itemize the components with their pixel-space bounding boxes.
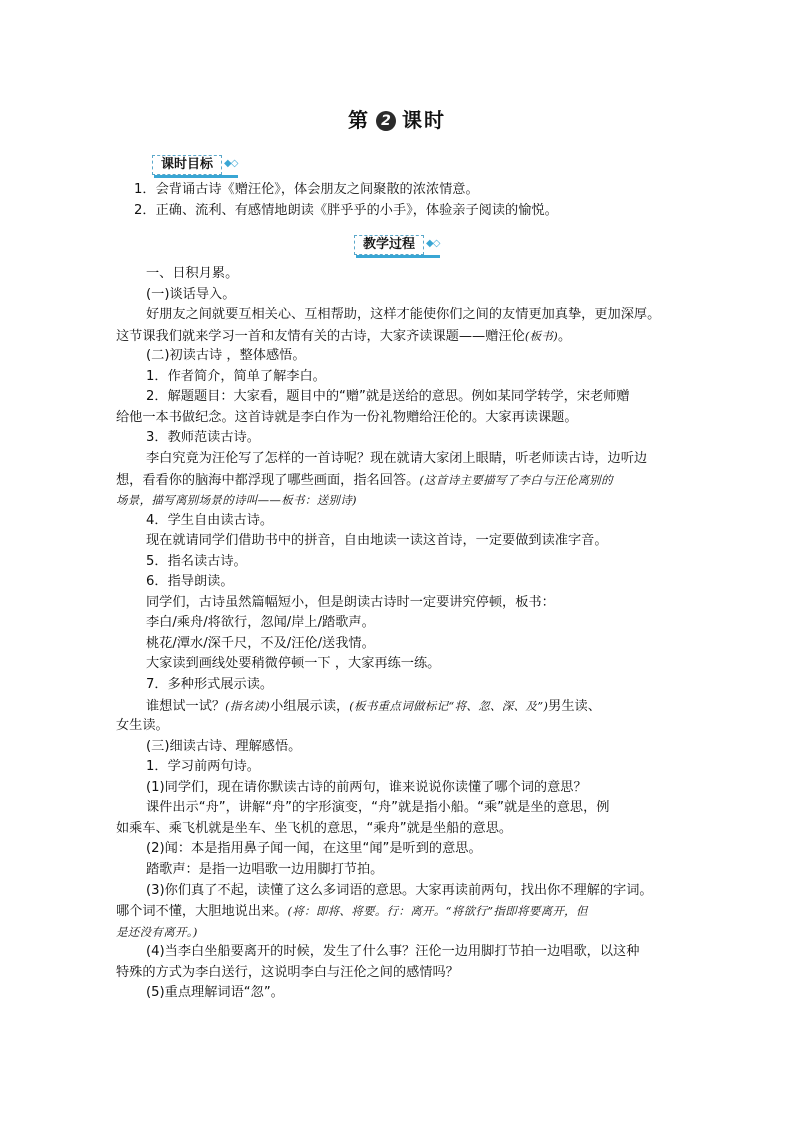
body-line (146, 737, 708, 757)
line-text: 桃花/潭水/深千尺，不及/汪伦/送我情。 (146, 635, 375, 651)
section-tag-label: 课时目标 (152, 155, 222, 175)
lesson-number-badge: 2 (376, 111, 396, 131)
line-text: 想，看看你的脑海中都浮现了哪些画面，指名回答。 (116, 472, 420, 488)
body-line (146, 531, 708, 551)
line-text: 一、日积月累。 (146, 266, 239, 281)
line-text: 女生读。 (116, 718, 169, 734)
body-line (146, 449, 708, 469)
body-line (146, 285, 708, 305)
line-text: 6．指导朗读。 (146, 574, 234, 590)
body-line (146, 983, 708, 1003)
body-line (146, 757, 708, 777)
line-text: (三)细读古诗、理解感悟。 (146, 738, 302, 754)
line-text: 现在就请同学们借助书中的拼音，自由地读一读这首诗，一定要做到读准字音。 (146, 533, 608, 549)
line-text: 李白究竟为汪伦写了怎样的一首诗呢？现在就请大家闭上眼睛，听老师读古诗，边听边 (146, 450, 648, 466)
line-text: 好朋友之间就要互相关心、互相帮助，这样才能使你们之间的友情更加真挚，更加深厚。 (146, 307, 661, 323)
body-line (116, 819, 678, 839)
line-text: 小组展示读， (270, 698, 350, 714)
inline-note: 是还没有离开。) (116, 924, 198, 939)
tag-underline (154, 175, 238, 178)
body-line (146, 552, 708, 572)
goal-item: 2．正确、流利、有感情地朗读《胖乎乎的小手》，体验亲子阅读的愉悦。 (134, 203, 558, 218)
body-line (116, 326, 678, 347)
line-text: (2)闻：本是指用鼻子闻一闻，在这里“闻”是听到的意思。 (146, 841, 482, 857)
body-line (146, 305, 708, 325)
line-text: 7．多种形式展示读。 (146, 677, 274, 692)
inline-note: (板书重点词做标记“将、忽、深、及”) (349, 698, 549, 713)
body-line (146, 860, 708, 880)
body-line (146, 654, 708, 674)
inline-note: (板书) (524, 328, 558, 343)
line-text: 男生读、 (548, 698, 601, 714)
body-line (116, 470, 678, 491)
line-text: 踏歌声：是指一边唱歌一边用脚打节拍。 (146, 861, 384, 877)
title-prefix: 第 (348, 108, 370, 132)
line-text: 3．教师范读古诗。 (146, 430, 260, 446)
section-tag-label: 教学过程 (354, 235, 424, 255)
line-text: 1．作者简介，简单了解李白。 (146, 368, 326, 384)
line-text: 1．学习前两句诗。 (146, 759, 260, 775)
body-line (116, 963, 678, 983)
tag-dots-icon: ◆◇ (426, 238, 440, 249)
line-text: 如乘车、乘飞机就是坐车、坐飞机的意思，“乘舟”就是坐船的意思。 (116, 820, 513, 836)
body-line (146, 634, 708, 654)
body-line (146, 511, 708, 531)
body-line (146, 696, 708, 717)
line-text: (一)谈话导入。 (146, 286, 236, 302)
title-suffix: 课时 (402, 108, 446, 132)
line-text: 2．解题题目：大家看，题目中的“赠”就是送给的意思。例如某同学转学，宋老师赠 (146, 389, 630, 405)
line-text: (1)同学们，现在请你默读古诗的前两句，谁来说说你读懂了哪个词的意思？ (146, 779, 587, 795)
line-text: (5)重点理解词语“忽”。 (146, 985, 284, 1001)
body-line (116, 901, 678, 922)
line-text: (3)你们真了不起，读懂了这么多词语的意思。大家再读前两句，找出你不理解的字词。 (146, 882, 653, 898)
inline-note: (指名读) (225, 698, 271, 713)
line-text: 谁想试一试？ (146, 698, 226, 714)
line-text: 哪个词不懂，大胆地说出来。 (116, 904, 288, 920)
body-line (146, 346, 708, 366)
line-text: 给他一本书做纪念。这首诗就是李白作为一份礼物赠给汪伦的。大家再读课题。 (116, 409, 578, 425)
line-text: 这节课我们就来学习一首和友情有关的古诗，大家齐读课题——赠汪伦 (116, 328, 525, 344)
body-line (146, 798, 708, 818)
body-line (116, 408, 678, 428)
body-line (146, 593, 708, 613)
line-text: 5．指名读古诗。 (146, 553, 247, 569)
tag-underline (356, 255, 440, 258)
line-text: 课件出示“舟”，讲解“舟”的字形演变，“舟”就是指小船。“乘”就是坐的意思，例 (146, 800, 610, 816)
body-line (146, 778, 708, 798)
line-text: 。 (558, 328, 572, 344)
line-text: (二)初读古诗 ，整体感悟。 (146, 348, 306, 364)
line-text: 同学们，古诗虽然篇幅短小，但是朗读古诗时一定要讲究停顿，板书： (146, 594, 555, 610)
line-text: 4．学生自由读古诗。 (146, 512, 274, 528)
body-line (146, 881, 708, 901)
body-line (146, 572, 708, 592)
body-line (146, 264, 708, 284)
body-line (146, 613, 708, 633)
line-text: 特殊的方式为李白送行，这说明李白与汪伦之间的感情吗？ (116, 964, 459, 980)
body-line (146, 367, 708, 387)
body-line (116, 716, 678, 736)
tag-dots-icon: ◆◇ (224, 158, 238, 169)
body-line (146, 387, 708, 407)
body-line (146, 428, 708, 448)
body-line (146, 675, 708, 695)
goal-item: 1．会背诵古诗《赠汪伦》，体会朋友之间聚散的浓浓情意。 (134, 182, 479, 197)
line-text: (4)当李白坐船要离开的时候，发生了什么事？汪伦一边用脚打节拍一边唱歌，以这种 (146, 944, 640, 960)
line-text: 大家读到画线处要稍微停顿一下 ，大家再练一练。 (146, 656, 441, 672)
body-line (146, 942, 708, 962)
inline-note: (这首诗主要描写了李白与汪伦离别的 (419, 472, 613, 487)
body-line (116, 490, 678, 511)
body-line (116, 922, 678, 943)
page-title (0, 104, 794, 133)
body-line (146, 839, 708, 859)
inline-note: (将：即将、将要。行：离开。“将欲行”指即将要离开，但 (287, 904, 588, 919)
line-text: 李白/乘舟/将欲行，忽闻/岸上/踏歌声。 (146, 615, 375, 631)
inline-note: 场景，描写离别场景的诗叫——板书：送别诗) (116, 493, 357, 508)
